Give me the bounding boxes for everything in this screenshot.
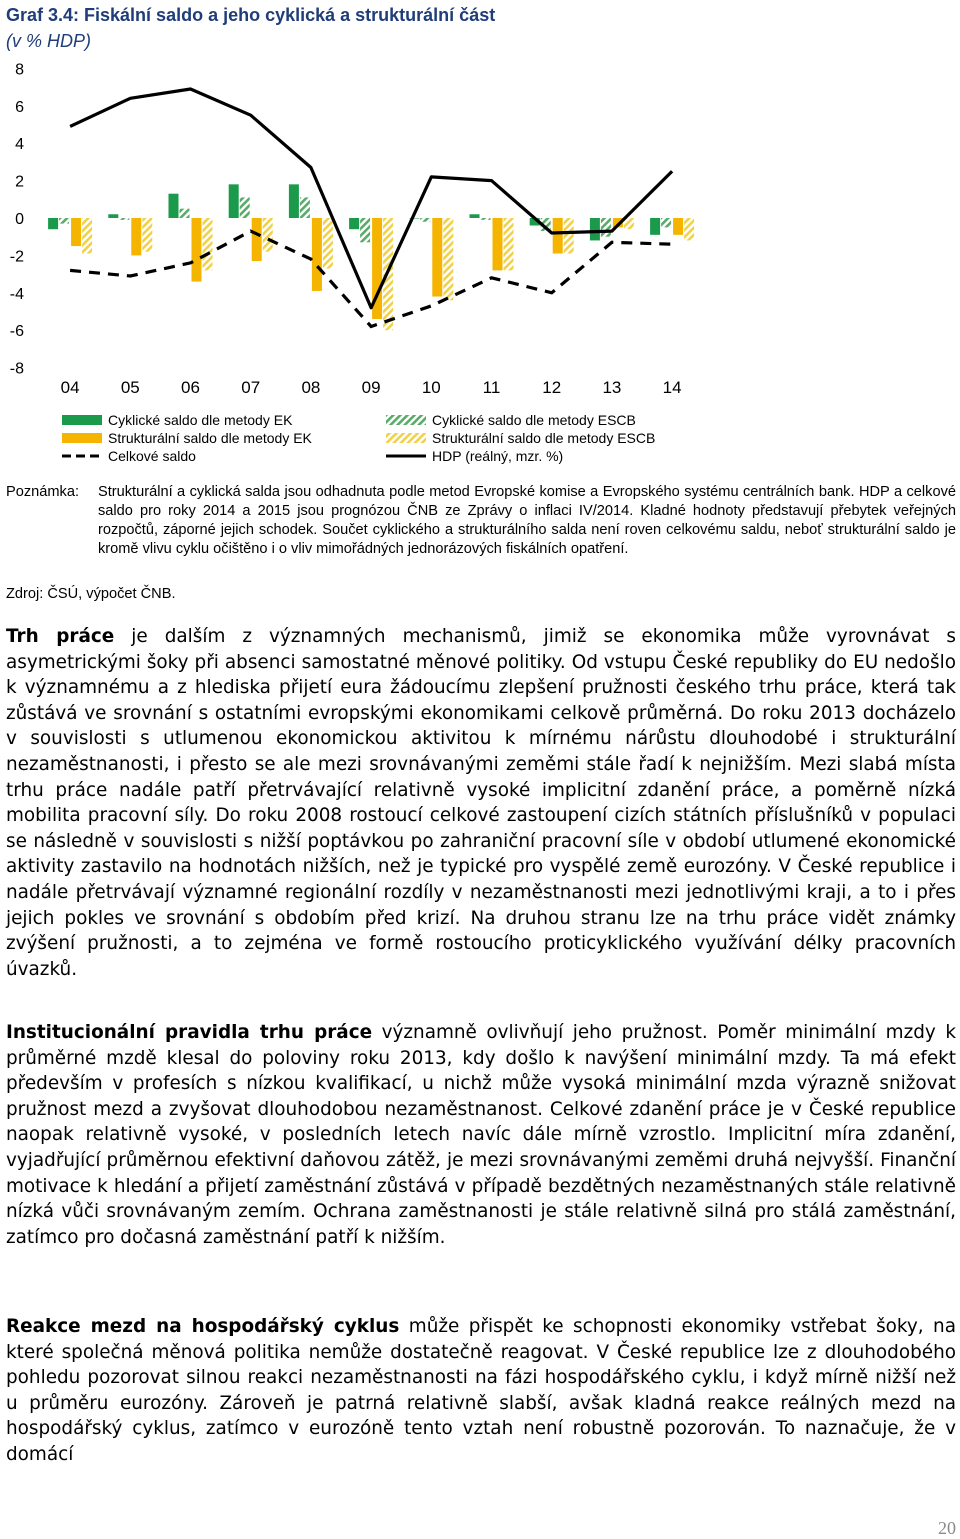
bar-ek-cyclical <box>229 184 239 218</box>
legend-label-ek-cyclical: Cyklické saldo dle metody EK <box>108 412 293 428</box>
fiscal-balance-chart <box>0 50 960 470</box>
chart-source: Zdroj: ČSÚ, výpočet ČNB. <box>6 586 176 602</box>
paragraph-lead: Trh práce <box>6 626 115 647</box>
chart-note <box>6 483 956 559</box>
bar-ek-structural <box>673 218 683 235</box>
page-number: 20 <box>938 1518 956 1538</box>
y-tick-label: 6 <box>15 98 24 116</box>
legend-swatch-ek-structural <box>62 433 102 443</box>
bar-ek-cyclical <box>590 218 600 240</box>
paragraph-lead: Reakce mezd na hospodářský cyklus <box>6 1316 400 1337</box>
bar-escb-cyclical <box>180 209 190 218</box>
note-text: Strukturální a cyklická salda jsou odhadnuta podle metod Evropské komise a Evropského systému centrálních bank. HDP a celkové saldo pro roky 2014 a 2015 jsou prognózou ČNB ze Zprávy o inflaci IV/2014. Kladné hodnoty představují přebytek veřejných rozpočtů, záporné jejich schodek. Součet cyklického a strukturálního salda není roven celkovému saldu, neboť strukturální saldo je kromě vlivu cyklu očištěno i o vliv mimořádných jednorázových fiskálních opatření. <box>98 484 956 557</box>
bar-escb-structural <box>684 218 694 240</box>
bar-escb-cyclical <box>240 197 250 218</box>
bar-ek-structural <box>493 218 503 270</box>
paragraph-lead: Institucionální pravidla trhu práce <box>6 1022 373 1043</box>
y-axis <box>10 61 24 377</box>
bar-ek-structural <box>252 218 262 261</box>
bar-ek-cyclical <box>169 194 179 218</box>
legend-label-gdp: HDP (reálný, mzr. %) <box>432 448 564 464</box>
chart-subtitle: (v % HDP) <box>6 31 91 51</box>
bar-escb-structural <box>323 218 333 268</box>
lines <box>70 89 672 327</box>
x-tick-label: 13 <box>602 378 622 397</box>
bar-escb-structural <box>82 218 92 254</box>
bar-ek-cyclical <box>108 214 118 218</box>
bar-escb-cyclical <box>420 218 430 222</box>
bar-ek-structural <box>432 218 442 297</box>
bar-ek-structural <box>131 218 141 255</box>
line-total-balance <box>70 231 672 326</box>
note-label: Poznámka: <box>6 484 80 500</box>
legend-label-escb-structural: Strukturální saldo dle metody ESCB <box>432 430 656 446</box>
bar-ek-cyclical <box>289 184 299 218</box>
y-tick-label: 4 <box>15 136 24 154</box>
y-tick-label: 2 <box>15 173 24 191</box>
bar-escb-structural <box>564 218 574 254</box>
x-tick-label: 09 <box>361 378 381 397</box>
x-tick-label: 04 <box>60 378 80 397</box>
legend-label-escb-cyclical: Cyklické saldo dle metody ESCB <box>432 412 636 428</box>
line-gdp <box>70 89 672 308</box>
bar-ek-cyclical <box>470 214 480 218</box>
bar-escb-cyclical <box>601 218 611 237</box>
x-tick-label: 12 <box>542 378 562 397</box>
x-axis <box>61 378 682 397</box>
y-tick-label: -2 <box>9 248 24 266</box>
bar-ek-cyclical <box>650 218 660 235</box>
bar-escb-cyclical <box>661 218 671 227</box>
legend-label-total: Celkové saldo <box>108 448 196 464</box>
paragraph-institutions <box>6 1020 956 1250</box>
bar-escb-structural <box>203 218 213 270</box>
x-tick-label: 08 <box>301 378 321 397</box>
y-tick-label: -8 <box>9 360 24 378</box>
bar-escb-cyclical <box>119 218 129 220</box>
bar-escb-structural <box>142 218 152 252</box>
x-tick-label: 11 <box>482 378 501 397</box>
y-tick-label: 8 <box>15 61 24 79</box>
bar-ek-structural <box>71 218 81 246</box>
legend-label-ek-structural: Strukturální saldo dle metody EK <box>108 430 312 446</box>
bar-escb-cyclical <box>481 218 491 220</box>
x-tick-label: 07 <box>241 378 261 397</box>
chart-title: Graf 3.4: Fiskální saldo a jeho cyklická a strukturální část <box>6 5 496 25</box>
bar-ek-structural <box>192 218 202 282</box>
y-tick-label: 0 <box>15 211 24 228</box>
bar-ek-cyclical <box>349 218 359 229</box>
x-tick-label: 14 <box>662 378 682 397</box>
paragraph-text: může přispět ke schopnosti ekonomiky vstřebat šoky, na které společná měnová politika nemůže dostatečně reagovat. V České republice lze z dlouhodobého pohledu pozorovat silnou reakci nezaměstnanosti na fázi hospodářského cyklu, i když mírně nižší než u průměru eurozóny. Zároveň je patrná relativně slabší, avšak kladná reakce reálných mezd na hospodářský cyklus, zatímco v eurozóně tento vztah není robustně pozorován. To naznačuje, že v domácí <box>6 1316 956 1465</box>
bar-escb-cyclical <box>300 197 310 218</box>
x-tick-label: 10 <box>421 378 441 397</box>
x-tick-label: 06 <box>181 378 200 397</box>
bar-escb-structural <box>443 218 453 300</box>
paragraph-wages <box>6 1314 956 1468</box>
bar-escb-cyclical <box>360 218 370 242</box>
legend <box>62 412 655 464</box>
bar-escb-structural <box>263 218 273 252</box>
legend-swatch-ek-cyclical <box>62 415 102 425</box>
bar-ek-cyclical <box>48 218 58 229</box>
legend-swatch-escb-structural <box>386 433 426 443</box>
x-tick-label: 05 <box>120 378 140 397</box>
bar-escb-cyclical <box>59 218 69 224</box>
bar-ek-structural <box>312 218 322 291</box>
y-tick-label: -6 <box>9 323 24 341</box>
legend-swatch-escb-cyclical <box>386 415 426 425</box>
bar-ek-structural <box>553 218 563 254</box>
y-tick-label: -4 <box>9 285 24 303</box>
paragraph-labor-market <box>6 624 956 982</box>
paragraph-text: je dalším z významných mechanismů, jimiž se ekonomika může vyrovnávat s asymetrickými šoky při absenci samostatné měnové politiky. Od vstupu České republiky do EU nedošlo k významnému a z hlediska přijetí eura žádoucímu zlepšení pružnosti českého trhu práce, která tak zůstává ve srovnání s ostatními evropskými ekonomikami celkově průměrná. Do roku 2013 docházelo v souvislosti s utlumenou ekonomickou aktivitou k mírnému nárůstu dlouhodobé i strukturální nezaměstnanosti, i přesto se ale mezi srovnávanými zeměmi stále řadí k nejnižším. Mezi slabá místa trhu práce nadále patří přetrvávající relativně vysoké implicitní zdanění práce, a poměrně nízká mobilita pracovní síly. Do roku 2008 rostoucí celkové zastoupení cizích státních příslušníků v populaci se následně v souvislosti s nižší poptávkou po zahraniční pracovní síle v období utlumené ekonomické aktivity zastavilo na hodnotách nižších, než je typické pro vyspělé země eurozóny. V České republice i nadále přetrvávají významné regionální rozdíly v nezaměstnanosti mezi jednotlivými kraji, a to i přes jejich pokles ve srovnání s obdobím před krizí. Na druhou stranu lze na trhu práce vidět známky zvýšení pružnosti, a to zejména ve formě rostoucího proticyklického využívání délky pracovních úvazků. <box>6 626 956 980</box>
paragraph-text: významně ovlivňují jeho pružnost. Poměr minimální mzdy k průměrné mzdě klesal do poloviny roku 2013, kdy došlo k navýšení minimální mzdy. Ta má efekt především v profesích s nízkou kvalifikací, u nichž může vysoká minimální mzda výrazně snižovat pružnost mezd a zvyšovat dlouhodobou nezaměstnanost. Celkové zdanění práce je v České republice naopak relativně vysoké, v posledních letech navíc dále mírně vzrostlo. Implicitní míra zdanění, vyjadřující průměrnou efektivní daňovou zátěž, je mezi srovnávanými zeměmi druhá nejvyšší. Finanční motivace k hledání a přijetí zaměstnání zůstává v případě bezdětných nezaměstnaných stále relativně nízká vůči srovnávaným zemím. Ochrana zaměstnanosti je stále relativně silná pro stálá zaměstnání, zatímco pro dočasná zaměstnání patří k nižším. <box>6 1022 956 1248</box>
bar-escb-structural <box>504 218 514 270</box>
